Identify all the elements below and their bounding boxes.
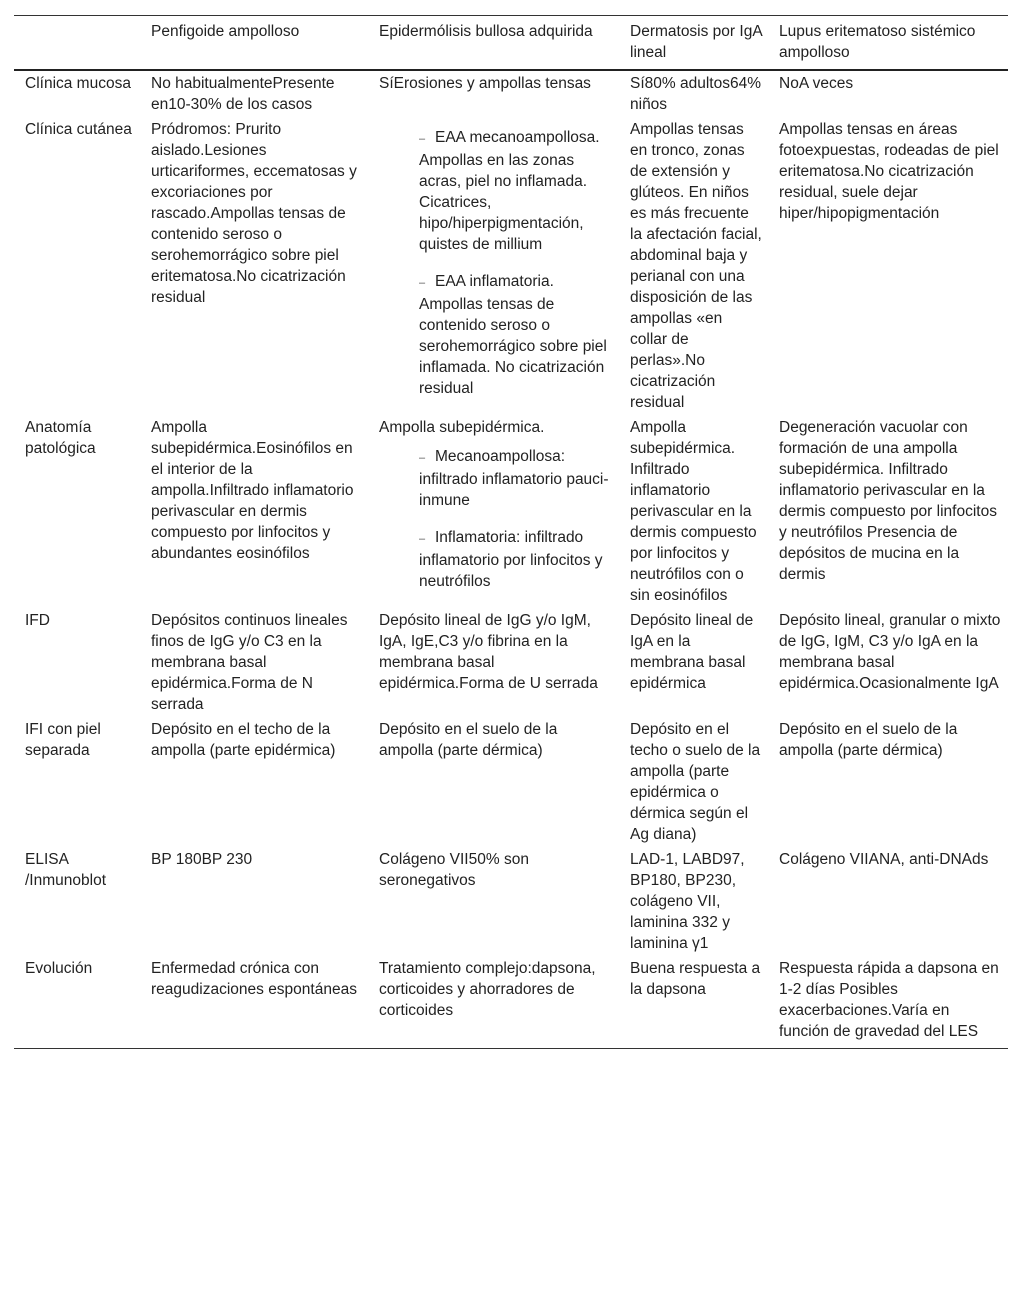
cell-lupus: Respuesta rápida a dapsona en 1-2 días Posibles exacerbaciones.Varía en función de gravedad del LES: [779, 960, 999, 1040]
row-label: IFD: [25, 612, 50, 629]
list-item-text: Mecanoampollosa: infiltrado inflamatorio pauci-inmune: [419, 448, 609, 509]
header-penfigoide: Penfigoide ampolloso: [151, 23, 300, 40]
cell-dermatosis-iga: LAD-1, LABD97, BP180, BP230, colágeno VII, laminina 332 y laminina γ1: [630, 851, 745, 952]
table-row: [14, 717, 1008, 847]
cell-epidermolisis: Colágeno VII50% son seronegativos: [379, 851, 529, 889]
header-lupus: Lupus eritematoso sistémico ampolloso: [779, 23, 976, 61]
list-item-text: EAA mecanoampollosa. Ampollas en las zonas acras, piel no inflamada. Cicatrices, hipo/hiperpigmentación, quistes de millium: [419, 129, 600, 253]
cell-lupus: Colágeno VIIANA, anti-DNAds: [779, 851, 989, 868]
dash-bullet: –: [419, 533, 426, 545]
cell-lupus: Depósito en el suelo de la ampolla (parte dérmica): [779, 721, 958, 759]
cell-penfigoide: Depósitos continuos lineales finos de IgG y/o C3 en la membrana basal epidérmica.Forma de N serrada: [151, 612, 348, 713]
cell-lupus: Degeneración vacuolar con formación de una ampolla subepidérmica. Infiltrado inflamatorio perivascular en la dermis compuesto por linfocitos y neutrófilos Presencia de depósitos de mucina en la dermis: [779, 419, 997, 583]
list-item: [419, 527, 613, 592]
row-label: IFI con piel separada: [25, 721, 101, 759]
list-item: [419, 446, 613, 511]
header-dermatosis-iga: Dermatosis por IgA lineal: [630, 23, 762, 61]
table-row: [14, 415, 1008, 608]
cell-dermatosis-iga: Buena respuesta a la dapsona: [630, 960, 761, 998]
cell-penfigoide: No habitualmentePresente en10-30% de los casos: [151, 75, 335, 113]
cell-lupus: Depósito lineal, granular o mixto de IgG, IgM, C3 y/o IgA en la membrana basal epidérmica.Ocasionalmente IgA: [779, 612, 1001, 692]
cell-intro: Ampolla subepidérmica.: [379, 419, 545, 436]
cell-penfigoide: BP 180BP 230: [151, 851, 253, 868]
list-item-text: Inflamatoria: infiltrado inflamatorio por linfocitos y neutrófilos: [419, 529, 603, 590]
comparison-table: [14, 15, 1008, 1049]
cell-epidermolisis: [368, 415, 619, 608]
list-item: [419, 271, 613, 399]
cell-dermatosis-iga: Ampolla subepidérmica. Infiltrado inflamatorio perivascular en la dermis compuesto por linfocitos y neutrófilos con o sin eosinófilos: [630, 419, 757, 604]
dash-list: [379, 446, 613, 592]
row-label: Clínica cutánea: [25, 121, 132, 138]
cell-penfigoide: Depósito en el techo de la ampolla (parte epidérmica): [151, 721, 336, 759]
cell-penfigoide: Ampolla subepidérmica.Eosinófilos en el interior de la ampolla.Infiltrado inflamatorio perivascular en dermis compuesto por linfocitos y abundantes eosinófilos: [151, 419, 354, 562]
header-empty: [14, 16, 140, 71]
table-row: [14, 70, 1008, 117]
cell-epidermolisis: Depósito lineal de IgG y/o IgM, IgA, IgE,C3 y/o fibrina en la membrana basal epidérmica.Forma de U serrada: [379, 612, 598, 692]
header-epidermolisis: Epidermólisis bullosa adquirida: [379, 23, 593, 40]
table-row: [14, 956, 1008, 1049]
cell-dermatosis-iga: Sí80% adultos64% niños: [630, 75, 761, 113]
cell-penfigoide: Enfermedad crónica con reagudizaciones espontáneas: [151, 960, 357, 998]
cell-dermatosis-iga: Depósito en el techo o suelo de la ampolla (parte epidérmica o dérmica según el Ag diana): [630, 721, 761, 843]
cell-dermatosis-iga: Depósito lineal de IgA en la membrana basal epidérmica: [630, 612, 754, 692]
cell-epidermolisis: Depósito en el suelo de la ampolla (parte dérmica): [379, 721, 558, 759]
row-label: Evolución: [25, 960, 93, 977]
table-row: [14, 117, 1008, 415]
cell-dermatosis-iga: Ampollas tensas en tronco, zonas de extensión y glúteos. En niños es más frecuente la afectación facial, abdominal baja y perianal con una disposición de las ampollas «en collar de perlas».No cicatrización residual: [630, 121, 762, 411]
dash-list: [379, 127, 613, 399]
dash-bullet: –: [419, 277, 426, 289]
table-row: [14, 608, 1008, 717]
row-label: ELISA /Inmunoblot: [25, 851, 106, 889]
list-item-text: EAA inflamatoria. Ampollas tensas de contenido seroso o serohemorrágico sobre piel inflamada. No cicatrización residual: [419, 273, 607, 397]
header-row: [14, 16, 1008, 71]
cell-lupus: NoA veces: [779, 75, 854, 92]
list-item: [419, 127, 613, 255]
cell-epidermolisis: SíErosiones y ampollas tensas: [379, 75, 591, 92]
cell-penfigoide: Pródromos: Prurito aislado.Lesiones urticariformes, eccematosas y excoriaciones por rascado.Ampollas tensas de contenido seroso o serohemorrágico sobre piel eritematosa.No cicatrización residual: [151, 121, 357, 306]
row-label: Anatomía patológica: [25, 419, 96, 457]
dash-bullet: –: [419, 133, 426, 145]
cell-lupus: Ampollas tensas en áreas fotoexpuestas, rodeadas de piel eritematosa.No cicatrización residual, suele dejar hiper/hipopigmentación: [779, 121, 999, 222]
table-row: [14, 847, 1008, 956]
cell-epidermolisis: Tratamiento complejo:dapsona, corticoides y ahorradores de corticoides: [379, 960, 596, 1019]
dash-bullet: –: [419, 452, 426, 464]
cell-epidermolisis: [368, 117, 619, 415]
row-label: Clínica mucosa: [25, 75, 131, 92]
